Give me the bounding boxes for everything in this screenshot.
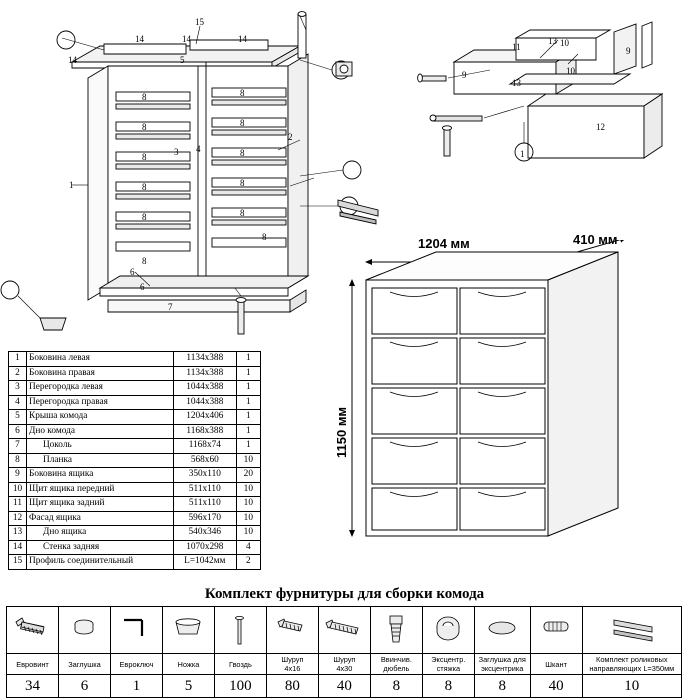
svg-text:6: 6	[140, 282, 145, 292]
svg-text:10: 10	[566, 66, 575, 76]
parts-table-row	[9, 468, 261, 483]
hardware-item-label: Евровинт	[7, 654, 59, 675]
svg-text:6: 6	[130, 267, 135, 277]
parts-table-row	[9, 381, 261, 396]
svg-text:8: 8	[262, 232, 267, 242]
parts-table	[8, 351, 261, 570]
part-dimensions: 511x110	[173, 482, 236, 497]
svg-text:1: 1	[520, 149, 525, 159]
part-name: Перегородка правая	[27, 395, 174, 410]
hardware-section-title: Комплект фурнитуры для сборки комода	[204, 586, 485, 602]
svg-text:4: 4	[196, 144, 201, 154]
svg-text:8: 8	[142, 182, 147, 192]
svg-text:11: 11	[512, 42, 521, 52]
part-dimensions: 1134x388	[173, 366, 236, 381]
part-name: Дно ящика	[27, 526, 174, 541]
svg-text:10: 10	[560, 38, 569, 48]
svg-text:8: 8	[142, 256, 147, 266]
part-quantity: 1	[236, 395, 260, 410]
part-dimensions: L=1042мм	[173, 555, 236, 570]
part-dimensions: 568x60	[173, 453, 236, 468]
part-name: Крыша комода	[27, 410, 174, 425]
part-name: Щит ящика задний	[27, 497, 174, 512]
part-index: 9	[9, 468, 27, 483]
hardware-table	[6, 606, 682, 698]
depth-dimension-label: 410 мм	[573, 232, 618, 247]
part-index: 8	[9, 453, 27, 468]
part-index: 11	[9, 497, 27, 512]
part-name: Стенка задняя	[27, 540, 174, 555]
svg-text:8: 8	[240, 88, 245, 98]
nail-icon	[214, 607, 266, 654]
part-name: Цоколь	[27, 439, 174, 454]
part-index: 15	[9, 555, 27, 570]
parts-table-row	[9, 395, 261, 410]
hardware-item-label: Ножка	[162, 654, 214, 675]
part-name: Фасад ящика	[27, 511, 174, 526]
hardware-item-label: Шкант	[530, 654, 582, 675]
svg-text:8: 8	[240, 118, 245, 128]
euro-key-icon	[110, 607, 162, 654]
hardware-item-label: Заглушка	[58, 654, 110, 675]
parts-table-row	[9, 453, 261, 468]
part-index: 14	[9, 540, 27, 555]
hardware-item-count: 34	[7, 675, 59, 698]
eccentric-cap-icon	[474, 607, 530, 654]
parts-table-row	[9, 555, 261, 570]
svg-text:15: 15	[195, 17, 204, 27]
svg-text:14: 14	[182, 34, 191, 44]
part-name: Планка	[27, 453, 174, 468]
parts-table-row	[9, 482, 261, 497]
part-name: Профиль соединительный	[27, 555, 174, 570]
part-quantity: 1	[236, 439, 260, 454]
parts-table-row	[9, 540, 261, 555]
part-quantity: 2	[236, 555, 260, 570]
part-quantity: 10	[236, 497, 260, 512]
hardware-item-label: Гвоздь	[214, 654, 266, 675]
svg-text:13: 13	[548, 36, 557, 46]
part-index: 13	[9, 526, 27, 541]
svg-text:14: 14	[238, 34, 247, 44]
svg-text:9: 9	[626, 46, 631, 56]
svg-text:12: 12	[596, 122, 605, 132]
part-quantity: 1	[236, 352, 260, 367]
part-quantity: 1	[236, 410, 260, 425]
part-name: Перегородка левая	[27, 381, 174, 396]
hardware-labels-row	[7, 654, 682, 675]
hardware-item-label: Ввинчив. дюбель	[370, 654, 422, 675]
svg-text:8: 8	[240, 148, 245, 158]
part-quantity: 10	[236, 526, 260, 541]
hardware-item-count: 100	[214, 675, 266, 698]
hardware-item-count: 8	[370, 675, 422, 698]
svg-text:2: 2	[288, 132, 293, 142]
dowel-icon	[530, 607, 582, 654]
screw-in-dowel-icon	[370, 607, 422, 654]
svg-text:8: 8	[142, 212, 147, 222]
svg-text:8: 8	[142, 122, 147, 132]
hardware-icons-row	[7, 607, 682, 654]
part-dimensions: 350x110	[173, 468, 236, 483]
part-dimensions: 1044x388	[173, 395, 236, 410]
part-index: 1	[9, 352, 27, 367]
part-dimensions: 1168x388	[173, 424, 236, 439]
hardware-item-count: 1	[110, 675, 162, 698]
svg-text:1: 1	[69, 180, 74, 190]
parts-table-row	[9, 424, 261, 439]
drawer-detail-drawing	[400, 10, 680, 180]
part-index: 4	[9, 395, 27, 410]
part-index: 2	[9, 366, 27, 381]
part-dimensions: 1168x74	[173, 439, 236, 454]
hardware-item-count: 5	[162, 675, 214, 698]
parts-table-row	[9, 410, 261, 425]
hardware-item-count: 40	[318, 675, 370, 698]
parts-table-row	[9, 366, 261, 381]
hardware-item-label: Шуруп 4х30	[318, 654, 370, 675]
hardware-item-label: Евроключ	[110, 654, 162, 675]
hardware-item-count: 8	[474, 675, 530, 698]
svg-text:3: 3	[174, 147, 179, 157]
roller-guides-icon	[582, 607, 681, 654]
svg-text:8: 8	[142, 152, 147, 162]
part-dimensions: 1044x388	[173, 381, 236, 396]
hardware-item-label: Комплект роликовых направляющих L=350мм	[582, 654, 681, 675]
part-quantity: 10	[236, 511, 260, 526]
height-dimension-label: 1150 мм	[334, 406, 349, 458]
hardware-item-count: 6	[58, 675, 110, 698]
part-index: 7	[9, 439, 27, 454]
part-index: 6	[9, 424, 27, 439]
part-name: Боковина правая	[27, 366, 174, 381]
parts-table-row	[9, 497, 261, 512]
hardware-item-label: Шуруп 4х16	[266, 654, 318, 675]
svg-text:8: 8	[240, 208, 245, 218]
parts-table-row	[9, 352, 261, 367]
product-view-drawing	[330, 232, 680, 580]
part-index: 12	[9, 511, 27, 526]
svg-text:14: 14	[68, 55, 77, 65]
part-dimensions: 1204x406	[173, 410, 236, 425]
part-name: Боковина ящика	[27, 468, 174, 483]
svg-text:9: 9	[462, 70, 467, 80]
svg-text:8: 8	[142, 92, 147, 102]
part-dimensions: 1070x298	[173, 540, 236, 555]
part-index: 3	[9, 381, 27, 396]
part-index: 10	[9, 482, 27, 497]
hardware-item-label: Эксцентр. стяжка	[422, 654, 474, 675]
hardware-item-count: 10	[582, 675, 681, 698]
eccentric-tie-icon	[422, 607, 474, 654]
part-dimensions: 511x110	[173, 497, 236, 512]
part-quantity: 1	[236, 424, 260, 439]
parts-table-body	[9, 352, 261, 570]
part-name: Дно комода	[27, 424, 174, 439]
hardware-item-label: Заглушка для эксцентрика	[474, 654, 530, 675]
svg-text:8: 8	[240, 178, 245, 188]
hardware-item-count: 8	[422, 675, 474, 698]
part-dimensions: 540x346	[173, 526, 236, 541]
part-quantity: 4	[236, 540, 260, 555]
width-dimension-label: 1204 мм	[418, 236, 470, 251]
part-dimensions: 1134x388	[173, 352, 236, 367]
part-quantity: 1	[236, 381, 260, 396]
parts-table-row	[9, 511, 261, 526]
part-name: Щит ящика передний	[27, 482, 174, 497]
parts-table-row	[9, 526, 261, 541]
svg-text:7: 7	[168, 302, 173, 312]
part-index: 5	[9, 410, 27, 425]
part-quantity: 20	[236, 468, 260, 483]
parts-table-row	[9, 439, 261, 454]
part-quantity: 10	[236, 482, 260, 497]
hardware-item-count: 40	[530, 675, 582, 698]
svg-text:14: 14	[135, 34, 144, 44]
hardware-counts-row	[7, 675, 682, 698]
part-quantity: 1	[236, 366, 260, 381]
screw-4x16-icon	[266, 607, 318, 654]
svg-text:5: 5	[180, 55, 185, 65]
screw-4x30-icon	[318, 607, 370, 654]
foot-icon	[162, 607, 214, 654]
part-quantity: 10	[236, 453, 260, 468]
euro-screw-icon	[7, 607, 59, 654]
cap-icon	[58, 607, 110, 654]
svg-text:13: 13	[512, 78, 521, 88]
hardware-item-count: 80	[266, 675, 318, 698]
part-name: Боковина левая	[27, 352, 174, 367]
part-dimensions: 596x170	[173, 511, 236, 526]
